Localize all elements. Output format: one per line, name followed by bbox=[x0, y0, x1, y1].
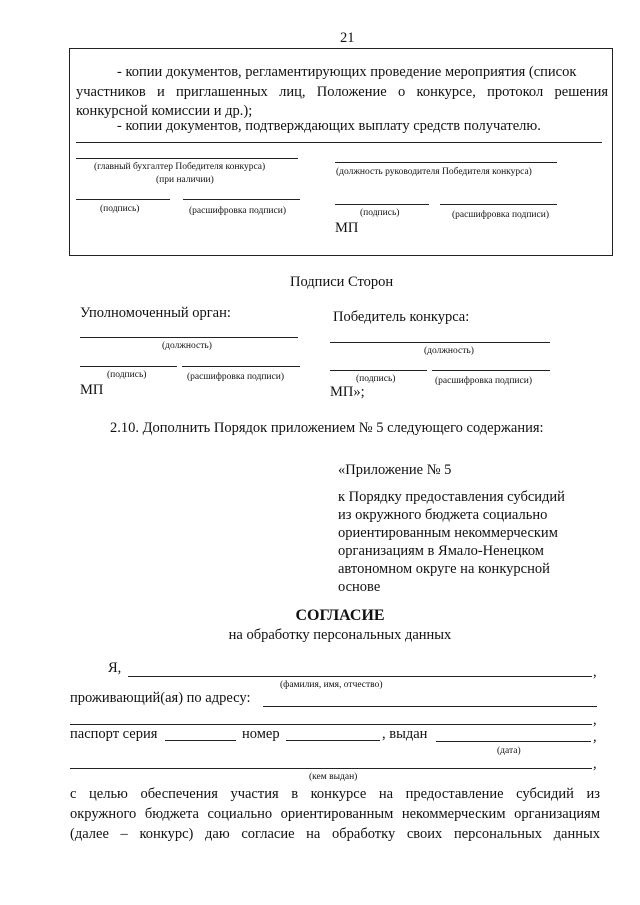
right-mp: МП»; bbox=[330, 384, 365, 400]
signatures-heading: Подписи Сторон bbox=[290, 274, 394, 290]
box-mp: МП bbox=[335, 220, 359, 236]
chief-accountant-caption: (главный бухгалтер Победителя конкурса) bbox=[94, 162, 266, 172]
address-comma: , bbox=[593, 712, 597, 728]
winner-title: Победитель конкурса: bbox=[333, 309, 470, 325]
appendix-title: «Приложение № 5 bbox=[338, 462, 452, 478]
box-line-3: конкурсной комиссии и др.); bbox=[76, 103, 253, 119]
right-position-line bbox=[330, 342, 550, 343]
issued-by-caption: (кем выдан) bbox=[309, 772, 358, 782]
consent-paragraph-line-3: (далее – конкурс) даю согласие на обработку своих персональных данных bbox=[70, 826, 600, 842]
head-position-caption: (должность руководителя Победителя конкурса) bbox=[336, 167, 532, 177]
address-label: проживающий(ая) по адресу: bbox=[70, 690, 251, 706]
box-line-4: - копии документов, подтверждающих выплату средств получателю. bbox=[117, 118, 541, 134]
chief-accountant-optional: (при наличии) bbox=[156, 175, 214, 185]
appendix-line-6: основе bbox=[338, 579, 381, 595]
box-left-decode-line bbox=[183, 199, 300, 200]
consent-subtitle: на обработку персональных данных bbox=[228, 627, 452, 643]
right-decode-line bbox=[432, 370, 550, 371]
box-left-sign-caption: (подпись) bbox=[100, 204, 140, 214]
chief-accountant-line bbox=[76, 158, 298, 159]
passport-number-label: номер bbox=[242, 726, 280, 742]
appendix-line-1: к Порядку предоставления субсидий bbox=[338, 489, 565, 505]
passport-series-line bbox=[165, 740, 236, 741]
appendix-line-4: организациям в Ямало-Ненецком bbox=[338, 543, 544, 559]
box-right-decode-line bbox=[440, 204, 557, 205]
box-right-sign-caption: (подпись) bbox=[360, 208, 400, 218]
issued-by-comma: , bbox=[593, 756, 597, 772]
appendix-line-3: ориентированным некоммерческим bbox=[338, 525, 558, 541]
head-position-line bbox=[335, 162, 557, 163]
passport-series-label: паспорт серия bbox=[70, 726, 158, 742]
issued-by-line bbox=[70, 768, 592, 769]
passport-number-line bbox=[286, 740, 380, 741]
left-sign-caption: (подпись) bbox=[107, 370, 147, 380]
right-position-caption: (должность) bbox=[424, 346, 474, 356]
authorized-body-title: Уполномоченный орган: bbox=[80, 305, 231, 321]
box-left-sign-line bbox=[76, 199, 170, 200]
right-sign-caption: (подпись) bbox=[356, 374, 396, 384]
passport-issued-line bbox=[436, 741, 591, 742]
box-right-sign-line bbox=[335, 204, 429, 205]
box-right-decode-caption: (расшифровка подписи) bbox=[452, 210, 549, 220]
amendment-text: 2.10. Дополнить Порядок приложением № 5 следующего содержания: bbox=[110, 420, 544, 436]
consent-title: СОГЛАСИЕ bbox=[295, 607, 385, 624]
fio-line bbox=[128, 676, 592, 677]
address-line-1 bbox=[263, 706, 597, 707]
date-caption: (дата) bbox=[497, 746, 521, 756]
right-decode-caption: (расшифровка подписи) bbox=[435, 376, 532, 386]
fio-comma: , bbox=[593, 664, 597, 680]
consent-paragraph-line-1: с целью обеспечения участия в конкурсе на предоставление субсидий из bbox=[70, 786, 600, 802]
box-line-1: - копии документов, регламентирующих проведение мероприятия (список bbox=[117, 64, 577, 80]
consent-paragraph-line-2: окружного бюджета социально ориентированным некоммерческим организациям bbox=[70, 806, 600, 822]
appendix-line-2: из окружного бюджета социально bbox=[338, 507, 548, 523]
page-number: 21 bbox=[340, 30, 355, 46]
fio-caption: (фамилия, имя, отчество) bbox=[280, 680, 383, 690]
left-position-line bbox=[80, 337, 298, 338]
appendix-line-5: автономном округе на конкурсной bbox=[338, 561, 550, 577]
right-sign-line bbox=[330, 370, 427, 371]
consent-i: Я, bbox=[108, 660, 122, 676]
box-separator bbox=[76, 142, 602, 143]
passport-issued-label: , выдан bbox=[382, 726, 428, 742]
left-mp: МП bbox=[80, 382, 104, 398]
box-left-decode-caption: (расшифровка подписи) bbox=[189, 206, 286, 216]
passport-comma: , bbox=[593, 729, 597, 745]
left-position-caption: (должность) bbox=[162, 341, 212, 351]
left-decode-caption: (расшифровка подписи) bbox=[187, 372, 284, 382]
left-sign-line bbox=[80, 366, 177, 367]
left-decode-line bbox=[182, 366, 300, 367]
box-line-2: участников и приглашенных лиц, Положение о конкурсе, протокол решения bbox=[76, 84, 608, 100]
